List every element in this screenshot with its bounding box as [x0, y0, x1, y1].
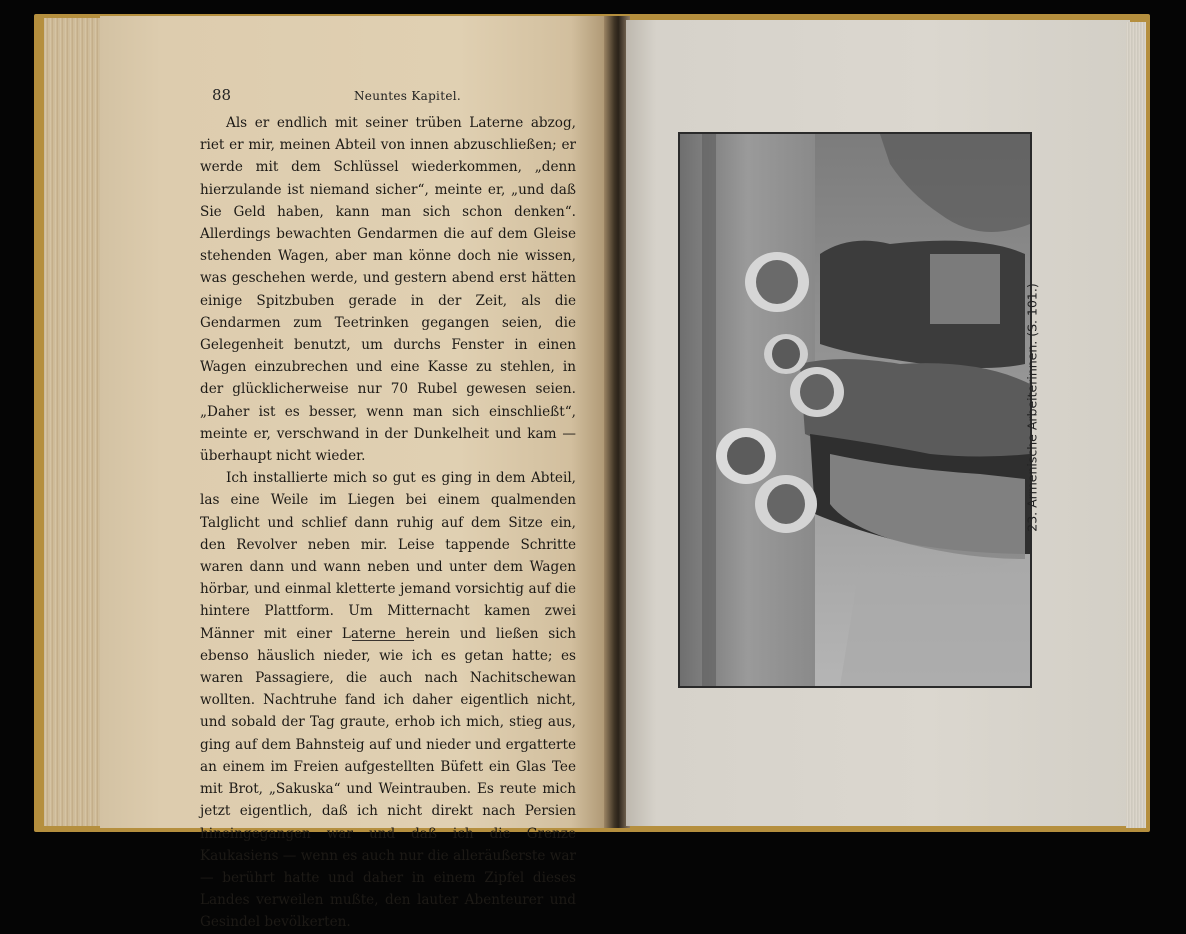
section-end-rule — [352, 640, 414, 641]
plate-caption: 23. Armenische Arbeiterinnen. (S. 101.) — [1024, 283, 1040, 532]
photograph-image — [680, 134, 1030, 686]
paragraph-2: Ich installierte mich so gut es ging in dem Abteil, las eine Weile im Liegen bei einem qualmenden Talglicht und schlief dann ruhig auf dem Sitze ein, den Revolver neben mir. Leise tappende Schritte waren dann und wann neben und unter dem Wagen hörbar, und einmal kletterte jemand vorsichtig auf die hintere Plattform. Um Mitternacht kamen zwei Männer mit einer Laterne herein und ließen sich ebenso häuslich nieder, wie ich es getan hatte; es waren Passagiere, die auch nach Nachitschewan wollten. Nachtruhe fand ich daher eigentlich nicht, und sobald der Tag graute, erhob ich mich, stieg aus, ging auf dem Bahnsteig auf und nieder und ergatterte an einem im Freien aufgestellten Büfett ein Glas Tee mit Brot, „Sakuska“ und Weintrauben. Es reute mich jetzt eigentlich, daß ich nicht direkt nach Persien hineingegangen war und daß ich die Grenze Kaukasiens — wenn es auch nur die alleräußerste war — berührt hatte und daher in einem Zipfel dieses Landes verweilen mußte, den lauter Abenteurer und Gesindel bevölkerten. — [200, 470, 576, 931]
page-number: 88 — [212, 86, 232, 104]
running-head: Neuntes Kapitel. — [354, 89, 461, 103]
plate-photograph — [678, 132, 1032, 688]
body-text — [200, 112, 576, 934]
right-page-edges — [1126, 22, 1146, 828]
paragraph-1: Als er endlich mit seiner trüben Laterne abzog, riet er mir, meinen Abteil von innen abzuschließen; er werde mit dem Schlüssel wiederkommen, „denn hierzulande ist niemand sicher“, meinte er, „und daß Sie Geld haben, kann man sich schon denken“. Allerdings bewachten Gendarmen die auf dem Gleise stehenden Wagen, aber man könne doch nie wissen, was geschehen werde, und gestern abend erst hätten einige Spitzbuben gerade in der Zeit, als die Gendarmen zum Teetrinken gegangen seien, die Gelegenheit benutzt, um durchs Fenster in einen Wagen einzubrechen und eine Kasse zu stehlen, in der glücklicherweise nur 70 Rubel gewesen seien. „Daher ist es besser, wenn man sich einschließt“, meinte er, verschwand in der Dunkelheit und kam — überhaupt nicht wieder. — [200, 115, 576, 465]
